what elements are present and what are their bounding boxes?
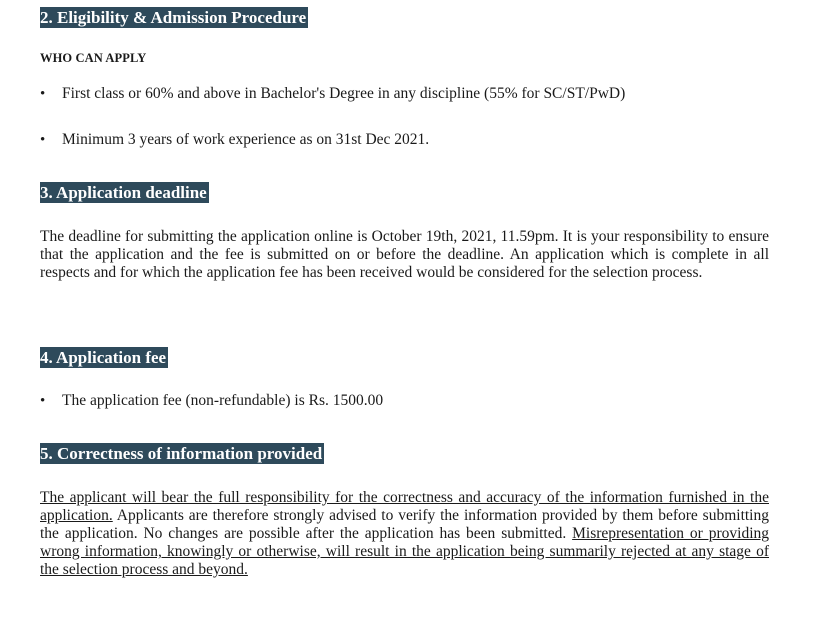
eligibility-list [40, 84, 769, 104]
correctness-underlined-2: Misrepresentation or providing wrong information, knowingly or otherwise, will result in the application being summarily rejected at any stage of the selection process and beyond. [40, 525, 769, 578]
bullet-icon: • [40, 132, 46, 148]
list-item [40, 84, 769, 104]
eligibility-list-wrapper-2 [40, 130, 769, 150]
fee-list-wrapper [40, 391, 769, 411]
section-fee [40, 347, 168, 368]
bullet-icon: • [40, 86, 46, 102]
list-item [40, 130, 769, 150]
section-heading-fee: 4. Application fee [40, 348, 167, 367]
list-item-text: The application fee (non-refundable) is Rs. 1500.00 [62, 392, 384, 409]
fee-list [40, 391, 769, 411]
who-can-apply [40, 51, 146, 66]
section-heading-eligibility: 2. Eligibility & Admission Procedure [40, 8, 307, 27]
correctness-body-wrapper [40, 489, 769, 579]
list-item [40, 391, 769, 411]
correctness-underlined-1: The applicant will bear the full responsibility for the correctness and accuracy of the information furnished in the application. [40, 489, 769, 524]
section-correctness [40, 443, 324, 464]
eligibility-list-2 [40, 130, 769, 150]
subheading-who-can-apply: WHO CAN APPLY [40, 51, 147, 65]
deadline-paragraph: The deadline for submitting the application online is October 19th, 2021, 11.59pm. It is your responsibility to ensure that the application and the fee is submitted on or before the deadline. An application which is complete in all respects and for which the application fee has been received would be considered for the selection process. [40, 228, 769, 281]
bullet-icon: • [40, 393, 46, 409]
section-heading-deadline: 3. Application deadline [40, 183, 207, 202]
eligibility-list-wrapper [40, 84, 769, 104]
list-item-text: Minimum 3 years of work experience as on 31st Dec 2021. [62, 131, 430, 148]
correctness-paragraph [40, 489, 769, 579]
deadline-body-wrapper [40, 228, 769, 282]
list-item-text: First class or 60% and above in Bachelor's Degree in any discipline (55% for SC/ST/PwD) [62, 85, 626, 102]
section-eligibility [40, 7, 308, 28]
section-heading-correctness: 5. Correctness of information provided [40, 444, 323, 463]
correctness-plain: Applicants are therefore strongly advised to verify the information provided by them before submitting the application. No changes are possible after the application has been submitted. [40, 507, 769, 542]
section-deadline [40, 182, 209, 203]
